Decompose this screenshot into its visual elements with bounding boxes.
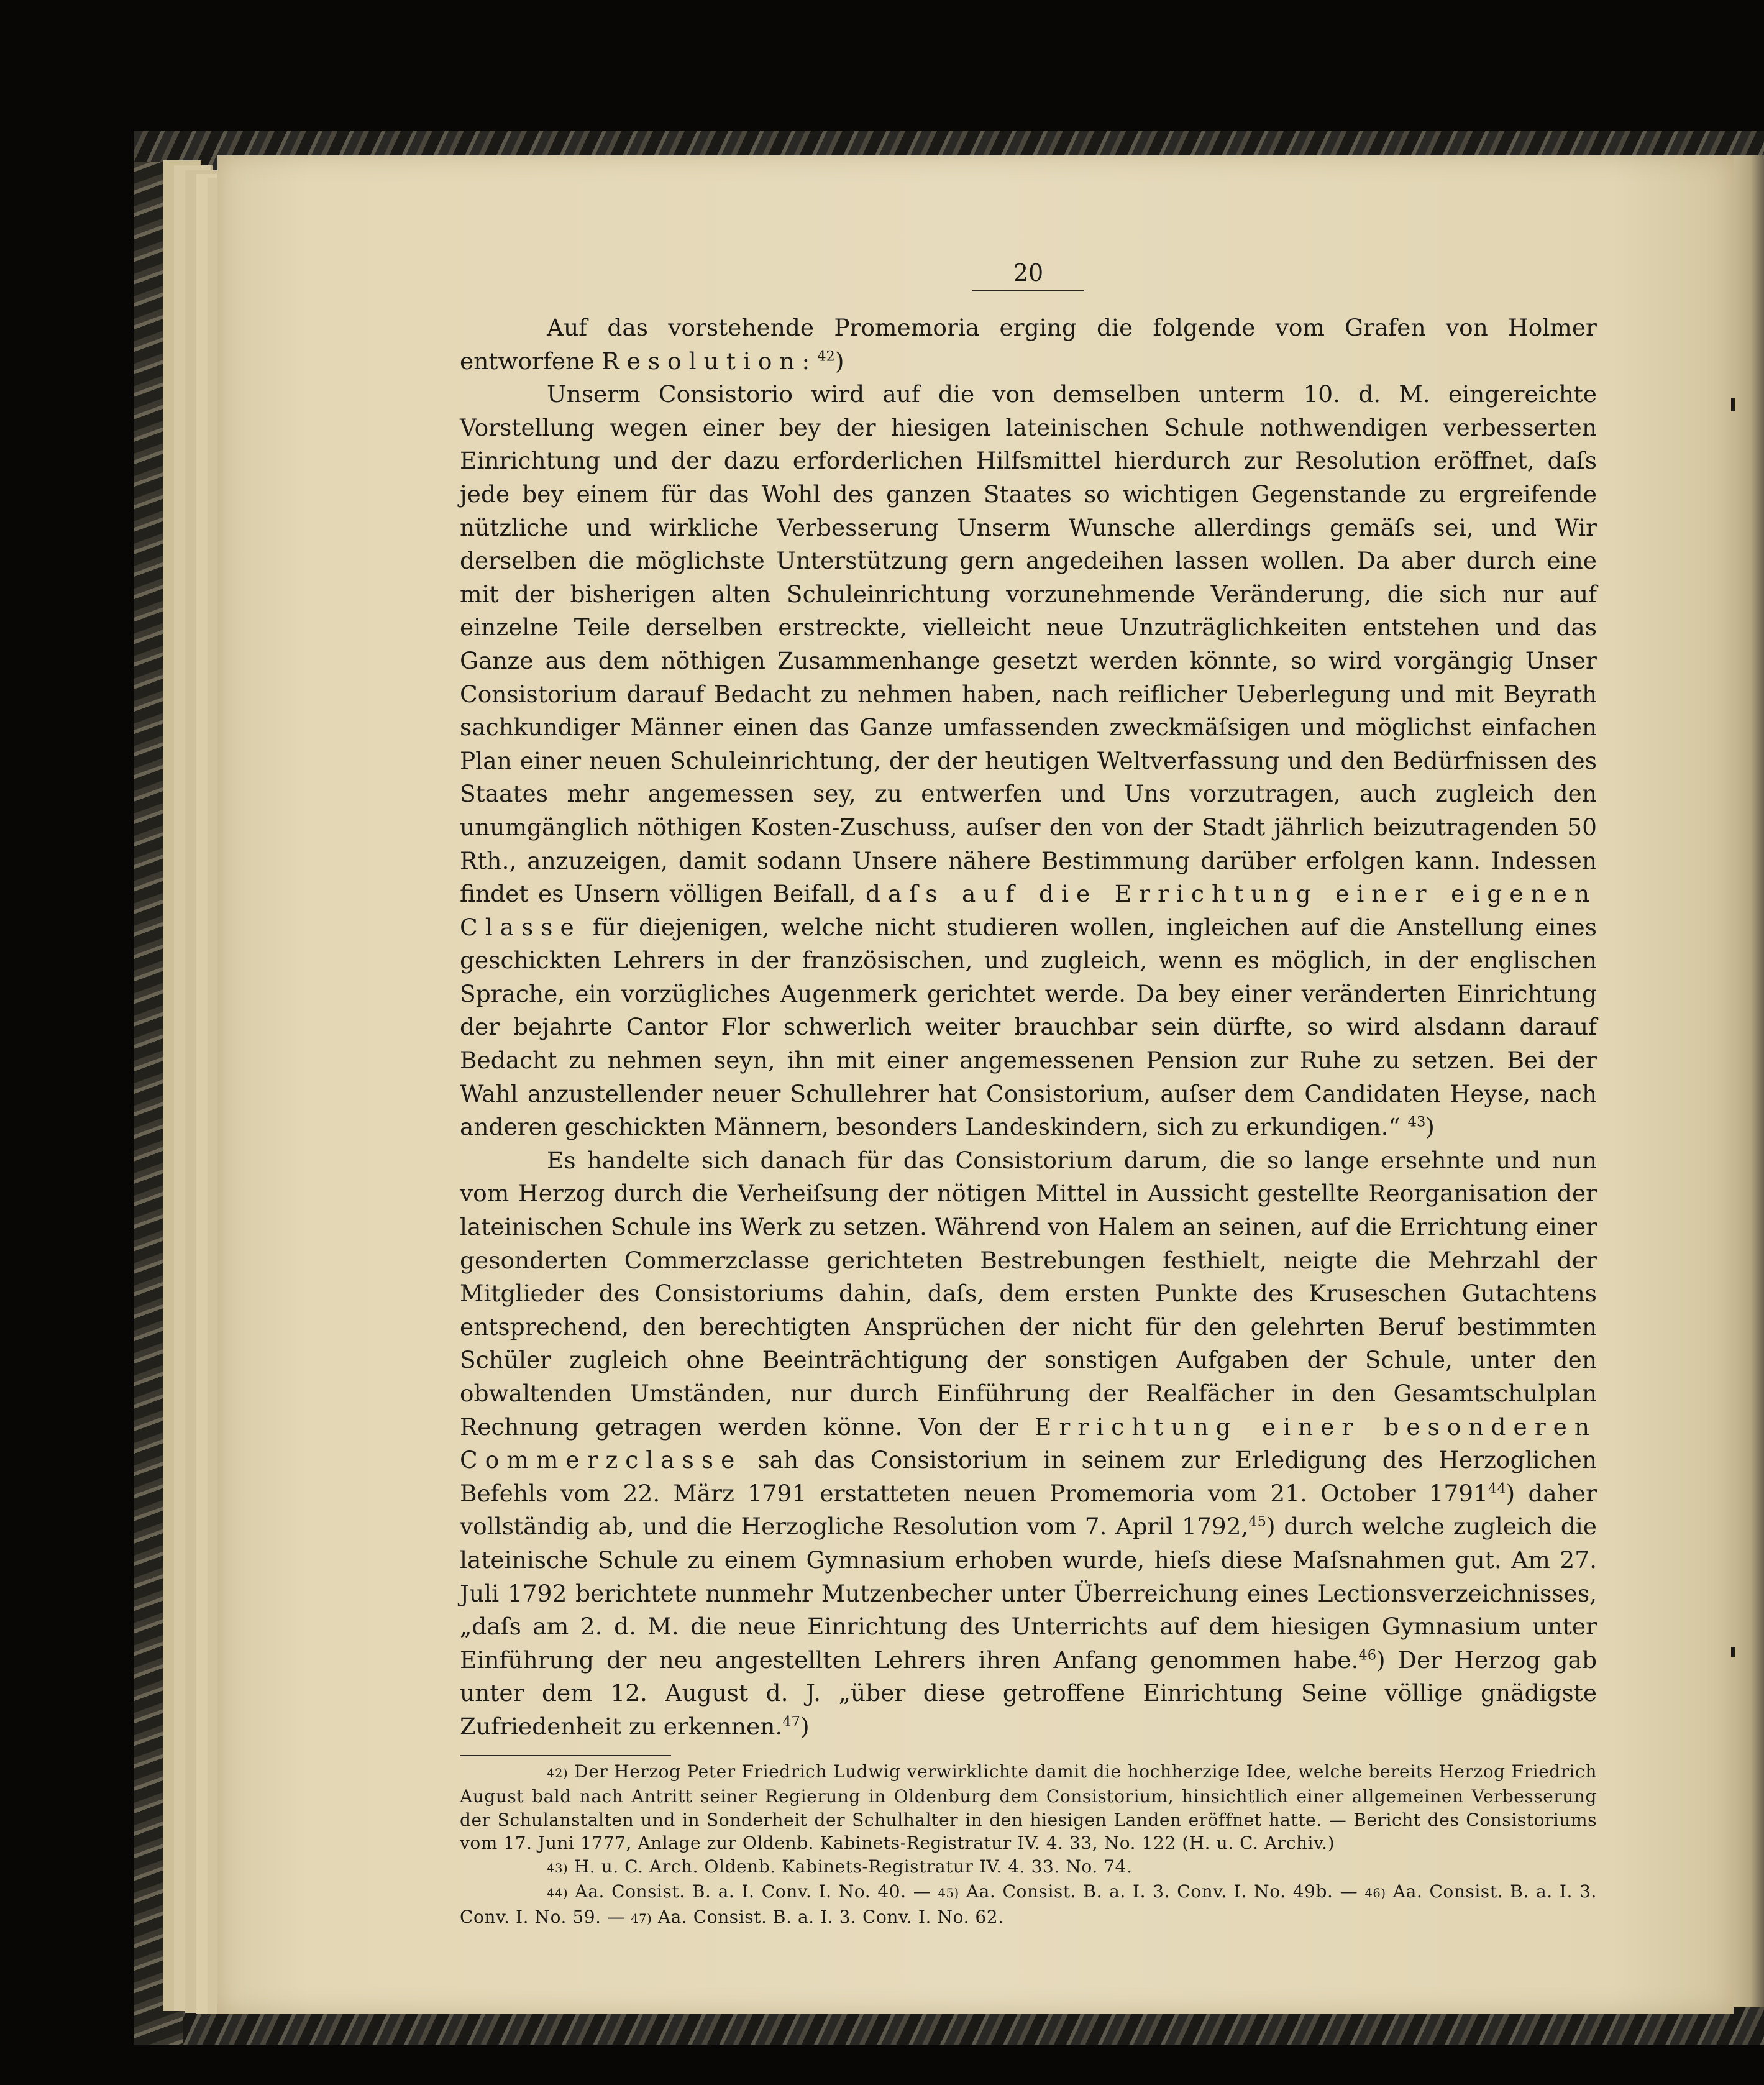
text-run: für diejenigen, welche nicht studieren wollen, ingleichen auf die Anstellung eines geschickten Lehrers in der französischen, und zugleich, wenn es möglich, in der englischen Sprache, ein vorzügliches Augenmerk gerichtet werde. Da bey einer veränderten Einrichtung der bejahrte Cantor Flor schwerlich weiter brauchbar sein dürfte, so wird alsdann darauf Bedacht zu nehmen seyn, ihn mit einer angemessenen Pension zur Ruhe zu setzen. Bei der Wahl anzustellender neuer Schullehrer hat Consistorium, auſser dem Candidaten Heyse, nach anderen geschickten Männern, besonders Landeskindern, sich zu erkundigen.“: [460, 913, 1597, 1141]
spaced-text: Errichtung einer besonderen Commerzclasse: [460, 1413, 1597, 1474]
paragraph-consistorium: [460, 1144, 1597, 1744]
footnote-divider: [460, 1755, 671, 1756]
margin-mark: [1731, 398, 1735, 411]
text-run: sah das Consistorium in seinem zur Erledigung des Herzoglichen Befehls vom 22. März 1791 erstatteten neuen Promemoria vom 21. October 1791: [460, 1446, 1597, 1507]
footnote-text: Der Herzog Peter Friedrich Ludwig verwirklichte damit die hochherzige Idee, welche bereits Herzog Friedrich August bald nach Antritt seiner Regierung in Oldenburg dem Consistorium, hinsichtlich einer allgemeinen Verbesserung der Schulanstalten und in Sonderheit der Schulhalter in den hiesigen Landen eröffnet hatte. — Bericht des Consistoriums vom 17. Juni 1777, Anlage zur Oldenb. Kabinets-Registratur IV. 4. 33, No. 122 (H. u. C. Archiv.): [460, 1761, 1597, 1854]
footnote-number: 45): [938, 1886, 959, 1901]
footnote-text: Aa. Consist. B. a. I. Conv. I. No. 40. —: [568, 1881, 938, 1902]
footnote-ref: 42: [817, 348, 835, 365]
footnote-text: Aa. Consist. B. a. I. 3. Conv. I. No. 59. —: [460, 1881, 1597, 1927]
footnote-text: H. u. C. Arch. Oldenb. Kabinets-Registratur IV. 4. 33. No. 74.: [568, 1856, 1133, 1877]
margin-mark: [1731, 1647, 1735, 1657]
text-run: ): [1425, 1113, 1435, 1141]
paragraph-intro: [460, 311, 1597, 378]
text-run: ) daher vollständig ab, und die Herzogliche Resolution vom 7. April 1792,: [460, 1479, 1597, 1541]
footnote-number: 43): [547, 1861, 569, 1876]
footnote-44-47: [460, 1880, 1597, 1930]
text-run: ): [800, 1712, 810, 1740]
footnote-ref: 47: [782, 1713, 800, 1730]
spaced-text: daſs auf die Errichtung einer eigenen Classe: [460, 880, 1597, 941]
footnote-number: 47): [631, 1911, 652, 1926]
spaced-text: Resolution:: [601, 347, 818, 375]
footnote-text: Aa. Consist. B. a. I. 3. Conv. I. No. 62.: [652, 1906, 1004, 1927]
footnote-text: Aa. Consist. B. a. I. 3. Conv. I. No. 49b. —: [959, 1881, 1365, 1902]
paragraph-resolution: [460, 378, 1597, 1144]
footnote-43: [460, 1855, 1597, 1881]
page-edge-right: [1730, 155, 1764, 2007]
footnote-ref: 43: [1407, 1114, 1426, 1130]
text-run: ) durch welche zugleich die lateinische Schule zu einem Gymnasium erhoben wurde, hieſs diese Maſsnahmen gut. Am 27. Juli 1792 berichtete nunmehr Mutzenbecher unter Überreichung eines Lectionsverzeichnisses, „daſs am 2. d. M. die neue Einrichtung des Unterrichts auf dem hiesigen Gymnasium unter Einführung der neu angestellten Lehrers ihren Anfang genommen habe.: [460, 1513, 1597, 1674]
footnote-42: [460, 1760, 1597, 1855]
page-content: [460, 258, 1597, 1930]
text-run: Auf das vorstehende Promemoria erging die folgende vom Grafen von Holmer entworfene: [460, 314, 1597, 375]
footnote-number: 42): [547, 1766, 569, 1780]
footnote-ref: 46: [1358, 1647, 1377, 1664]
text-run: Unserm Consistorio wird auf die von demselben unterm 10. d. M. eingereichte Vorstellung wegen einer bey der hiesigen lateinischen Schule nothwendigen verbesserten Einrichtung und der dazu erforderlichen Hilfsmittel hierdurch zur Resolution eröffnet, daſs jede bey einem für das Wohl des ganzen Staates so wichtigen Gegenstande zu ergreifende nützliche und wirkliche Verbesserung Unserm Wunsche allerdings gemäſs sei, und Wir derselben die möglichste Unterstützung gern angedeihen lassen wollen. Da aber durch eine mit der bisherigen alten Schuleinrichtung vorzunehmende Veränderung, die sich nur auf einzelne Teile derselben erstreckte, vielleicht neue Unzuträglichkeiten entstehen und das Ganze aus dem nöthigen Zusammenhange gesetzt werden könnte, so wird vorgängig Unser Consistorium darauf Bedacht zu nehmen haben, nach reiflicher Ueberlegung und mit Beyrath sachkundiger Männer einen das Ganze umfassenden zweckmäſsigen und möglichst einfachen Plan einer neuen Schuleinrichtung, der der heutigen Weltverfassung und den Bedürfnissen des Staates mehr angemessen sey, zu entwerfen und Uns vorzutragen, auch zugleich den unumgänglich nöthigen Kosten-Zuschuss, auſser den von der Stadt jährlich beizutragenden 50 Rth., anzuzeigen, damit sodann Unsere nähere Bestimmung darüber erfolgen kann. Indessen findet es Unsern völligen Beifall,: [460, 380, 1597, 908]
page-number: 20: [972, 258, 1084, 291]
footnote-ref: 44: [1488, 1480, 1506, 1497]
footnote-number: 44): [547, 1886, 569, 1901]
footnote-ref: 45: [1248, 1513, 1266, 1530]
text-run: ) Der Herzog gab unter dem 12. August d. J. „über diese getroffene Einrichtung Seine völlige gnädigste Zufriedenheit zu erkennen.: [460, 1646, 1597, 1740]
text-run: ): [834, 347, 844, 375]
footnote-number: 46): [1364, 1886, 1386, 1901]
text-run: Es handelte sich danach für das Consistorium darum, die so lange ersehnte und nun vom Herzog durch die Verheiſsung der nötigen Mittel in Aussicht gestellte Reorganisation der lateinischen Schule ins Werk zu setzen. Während von Halem an seinen, auf die Errichtung einer gesonderten Commerzclasse gerichteten Bestrebungen festhielt, neigte die Mehrzahl der Mitglieder des Consistoriums dahin, daſs, dem ersten Punkte des Kruseschen Gutachtens entsprechend, den berechtigten Ansprüchen der nicht für den gelehrten Beruf bestimmten Schüler zugleich ohne Beeinträchtigung der sonstigen Aufgaben der Schule, unter den obwaltenden Umständen, nur durch Einführung der Realfächer in den Gesamtschulplan Rechnung getragen werden könne. Von der: [460, 1146, 1597, 1441]
